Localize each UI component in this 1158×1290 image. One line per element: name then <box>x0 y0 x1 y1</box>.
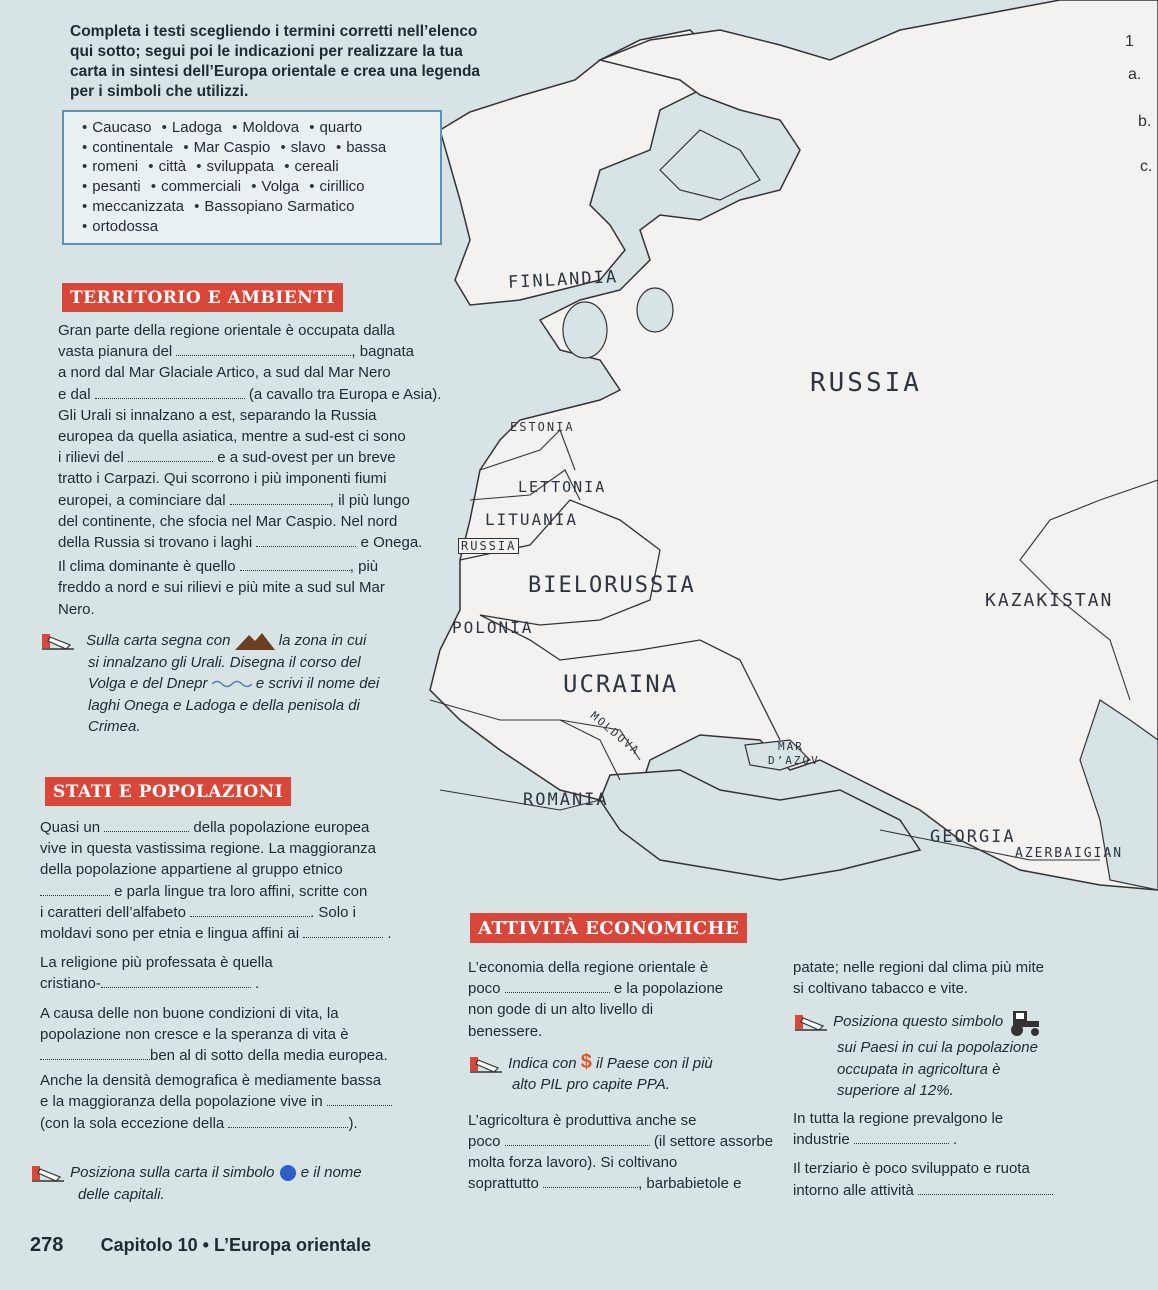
text-span: (a cavallo tra Europa e Asia). <box>248 385 442 403</box>
text-span: Il clima dominante è quello <box>58 558 236 576</box>
text-line: tratto i Carpazi. Qui scorrono i più imponenti fiumi <box>58 470 387 488</box>
blank-field[interactable] <box>40 1047 150 1060</box>
text-span: della popolazione europea <box>193 819 370 836</box>
text-span: poco <box>468 1133 501 1151</box>
pencil-icon <box>30 1163 66 1183</box>
word-bank-item: • romeni <box>82 158 138 175</box>
text-line <box>40 902 460 923</box>
text-span: e Onega. <box>360 534 423 552</box>
text-span: e scrivi il nome dei <box>255 675 380 692</box>
text-span: della Russia si trovano i laghi <box>58 534 253 552</box>
text-span: i caratteri dell’alfabeto <box>40 903 186 921</box>
label-romania: ROMANIA <box>523 790 609 810</box>
river-icon <box>212 679 252 689</box>
text-line: Gran parte della regione orientale è occupata dalla <box>58 322 395 339</box>
word-bank-item: • cirillico <box>309 178 364 195</box>
text-line <box>40 817 460 838</box>
blank-field[interactable] <box>543 1175 638 1188</box>
blank-field[interactable] <box>327 1093 392 1106</box>
chapter-title: Capitolo 10 • L’Europa orientale <box>100 1235 372 1255</box>
blank-field[interactable] <box>95 386 245 399</box>
word-bank-item: • pesanti <box>82 178 141 195</box>
text-span: (il settore assorbe <box>653 1133 774 1151</box>
text-line: benessere. <box>468 1022 543 1040</box>
text-line: si coltivano tabacco e vite. <box>793 980 969 998</box>
edge-mark: b. <box>1138 113 1152 130</box>
text-line: vive in questa vastissima regione. La maggioranza <box>40 840 377 858</box>
blank-field[interactable] <box>505 1133 650 1146</box>
label-russia-kaliningrad: RUSSIA <box>458 538 519 554</box>
text-line <box>58 384 458 405</box>
text-line <box>40 1113 460 1134</box>
text-span: (con la sola eccezione della <box>40 1114 225 1132</box>
text-span: , bagnata <box>351 343 414 361</box>
text-line: molta forza lavoro). Si coltivano <box>468 1154 678 1172</box>
text-span: , più <box>349 558 379 576</box>
text-line <box>40 630 460 652</box>
word-bank-item: • cereali <box>284 158 338 175</box>
text-line: delle capitali. <box>78 1185 165 1203</box>
text-line: Gli Urali si innalzano a est, separando la Russia <box>58 406 377 424</box>
text-span: e parla lingue tra loro affini, scritte con <box>114 882 368 900</box>
label-azerbaigian: AZERBAIGIAN <box>1015 846 1124 861</box>
text-line: alto PIL pro capite PPA. <box>512 1076 670 1094</box>
text-span: moldavi sono per etnia e lingua affini ai <box>40 925 300 943</box>
word-bank-item: • Ladoga <box>162 119 222 136</box>
text-line: occupata in agricoltura è <box>837 1060 1001 1078</box>
territorio-task <box>40 630 460 738</box>
text-line: a nord dal Mar Glaciale Artico, a sud dal Mar Nero <box>58 364 391 382</box>
label-bielorussia: BIELORUSSIA <box>528 573 696 598</box>
text-line <box>58 341 458 362</box>
page-footer <box>30 1234 371 1257</box>
text-span: industrie <box>793 1131 850 1149</box>
text-line: sui Paesi in cui la popolazione <box>837 1039 1038 1057</box>
text-line <box>40 881 460 902</box>
heading-attivita: ATTIVITÀ ECONOMICHE <box>470 913 747 943</box>
text-span: vasta pianura del <box>58 343 173 361</box>
word-bank-item: • Bassopiano Sarmatico <box>194 198 354 215</box>
text-span: Indica con <box>508 1054 577 1072</box>
text-line <box>793 1007 1113 1037</box>
text-span: poco <box>468 980 501 998</box>
text-line: Crimea. <box>88 718 141 735</box>
blank-field[interactable] <box>256 534 356 547</box>
text-line: freddo a nord e sui rilievi e più mite a sud sul Mar <box>58 579 385 597</box>
word-bank-item: • città <box>148 158 186 175</box>
text-line: Nero. <box>58 600 95 618</box>
blank-field[interactable] <box>303 925 383 938</box>
text-span: cristiano- <box>40 975 101 993</box>
text-line: popolazione non cresce e la speranza di vita è <box>40 1025 349 1043</box>
text-line: In tutta la regione prevalgono le <box>793 1109 1004 1127</box>
text-line <box>40 973 460 994</box>
tractor-icon <box>1007 1007 1043 1037</box>
text-line: A causa delle non buone condizioni di vita, la <box>40 1004 339 1022</box>
blank-field[interactable] <box>40 883 110 896</box>
text-line: superiore al 12%. <box>837 1082 954 1100</box>
text-span: . Solo i <box>310 903 356 921</box>
blank-field[interactable] <box>230 492 330 505</box>
text-line <box>40 923 460 944</box>
text-line <box>58 490 458 511</box>
text-span: il Paese con il più <box>596 1054 713 1072</box>
blank-field[interactable] <box>101 975 251 988</box>
label-azov: D’AZOV <box>768 754 820 767</box>
text-line <box>468 1052 788 1075</box>
text-span: Volga e del Dnepr <box>88 675 208 692</box>
word-bank-item: • Caucaso <box>82 119 151 136</box>
word-bank-item: • slavo <box>280 139 325 156</box>
heading-stati: STATI E POPOLAZIONI <box>45 777 291 806</box>
text-span: Sulla carta segna con <box>86 632 231 649</box>
page-number: 278 <box>30 1234 64 1256</box>
text-line <box>58 447 458 468</box>
text-span: Quasi un <box>40 819 101 836</box>
text-span: la zona in cui <box>278 632 367 649</box>
stati-task <box>30 1162 470 1205</box>
text-line: L’economia della regione orientale è <box>468 959 709 976</box>
blank-field[interactable] <box>918 1182 1053 1195</box>
text-line <box>793 1180 1113 1201</box>
dollar-icon: $ <box>580 1050 592 1073</box>
text-line: L’agricoltura è produttiva anche se <box>468 1111 697 1129</box>
text-span: europei, a cominciare dal <box>58 491 226 509</box>
text-span: e la maggioranza della popolazione vive in <box>40 1093 323 1111</box>
text-span: Posiziona questo simbolo <box>833 1013 1004 1031</box>
text-line: non gode di un alto livello di <box>468 1001 654 1019</box>
text-line: La religione più professata è quella <box>40 954 273 972</box>
text-span: , barbabietole e <box>638 1175 742 1193</box>
text-span: intorno alle attività <box>793 1181 914 1199</box>
text-line: del continente, che sfocia nel Mar Caspio. Nel nord <box>58 512 398 530</box>
word-bank-item: • meccanizzata <box>82 198 184 215</box>
text-line <box>58 532 458 553</box>
text-line <box>40 1045 460 1066</box>
blank-field[interactable] <box>176 343 351 356</box>
stati-text <box>40 817 460 1134</box>
label-georgia: GEORGIA <box>930 827 1016 847</box>
label-polonia: POLONIA <box>452 618 534 637</box>
pencil-icon <box>793 1012 829 1032</box>
word-bank <box>62 110 442 245</box>
text-line <box>40 1091 460 1112</box>
word-bank-item: • quarto <box>309 119 362 136</box>
text-line: europea da quella asiatica, mentre a sud-est ci sono <box>58 428 406 446</box>
text-span: e la popolazione <box>613 980 724 998</box>
word-bank-item: • bassa <box>336 139 386 156</box>
edge-mark: 1 <box>1125 33 1134 50</box>
pencil-icon <box>468 1054 504 1074</box>
text-line <box>468 1131 788 1152</box>
heading-territorio: TERRITORIO E AMBIENTI <box>62 283 343 312</box>
text-span: e dal <box>58 385 91 403</box>
edge-mark: c. <box>1140 158 1153 175</box>
blank-field[interactable] <box>240 558 350 571</box>
text-line <box>793 1129 1113 1150</box>
text-span: Posiziona sulla carta il simbolo <box>70 1164 275 1181</box>
text-line: della popolazione appartiene al gruppo etnico <box>40 861 343 879</box>
text-span: . <box>255 975 260 993</box>
text-line: laghi Onega e Ladoga e della penisola di <box>88 696 360 714</box>
instructions: Completa i testi scegliendo i termini corretti nell’elenco qui sotto; segui poi le indicazioni per realizzare la tua carta in sintesi dell’Europa orientale e crea una legenda per i simboli che utilizzi. <box>70 23 481 100</box>
label-ucraina: UCRAINA <box>563 670 679 698</box>
attivita-col1 <box>468 957 788 1195</box>
blank-field[interactable] <box>505 980 610 993</box>
text-span: . <box>387 925 392 943</box>
word-bank-item: • ortodossa <box>82 218 158 235</box>
text-span: , il più lungo <box>329 491 410 509</box>
territorio-text <box>58 320 458 620</box>
text-line: patate; nelle regioni dal clima più mite <box>793 959 1044 976</box>
word-bank-item: • Volga <box>251 178 299 195</box>
text-line <box>468 978 788 999</box>
text-span: e il nome <box>300 1164 362 1181</box>
word-bank-item: • continentale <box>82 139 173 156</box>
text-line <box>40 673 460 695</box>
text-span: ). <box>348 1114 358 1132</box>
blank-field[interactable] <box>128 449 213 462</box>
text-span: . <box>953 1131 958 1149</box>
word-bank-item: • Mar Caspio <box>183 139 270 156</box>
word-bank-item: • sviluppata <box>196 158 274 175</box>
label-lettonia: LETTONIA <box>518 478 607 496</box>
mountain-icon <box>235 632 275 650</box>
blank-field[interactable] <box>228 1115 348 1128</box>
label-finlandia: FINLANDIA <box>507 267 619 293</box>
text-line: Anche la densità demografica è mediamente bassa <box>40 1072 382 1090</box>
text-line <box>58 556 458 577</box>
pencil-icon <box>40 631 76 651</box>
label-russia: RUSSIA <box>810 368 922 398</box>
label-moldova: MOLDOVA <box>587 709 643 758</box>
text-span: i rilievi del <box>58 449 124 467</box>
text-span: ben al di sotto della media europea. <box>150 1047 388 1065</box>
label-kazakistan: KAZAKISTAN <box>985 590 1114 611</box>
label-estonia: ESTONIA <box>510 420 575 434</box>
text-line: Il terziario è poco sviluppato e ruota <box>793 1160 1030 1178</box>
capital-dot-icon <box>279 1164 297 1182</box>
label-lituania: LITUANIA <box>485 510 579 529</box>
label-mar: MAR <box>778 740 804 753</box>
text-line: si innalzano gli Urali. Disegna il corso del <box>88 653 361 671</box>
word-bank-item: • Moldova <box>232 119 299 136</box>
blank-field[interactable] <box>104 819 189 832</box>
edge-mark: a. <box>1128 66 1142 83</box>
blank-field[interactable] <box>854 1131 949 1144</box>
text-line <box>30 1162 470 1184</box>
attivita-col2 <box>793 957 1113 1201</box>
word-bank-item: • commerciali <box>151 178 241 195</box>
blank-field[interactable] <box>190 904 310 917</box>
text-span: e a sud-ovest per un breve <box>217 449 396 467</box>
text-line <box>468 1173 788 1194</box>
text-span: soprattutto <box>468 1175 539 1193</box>
